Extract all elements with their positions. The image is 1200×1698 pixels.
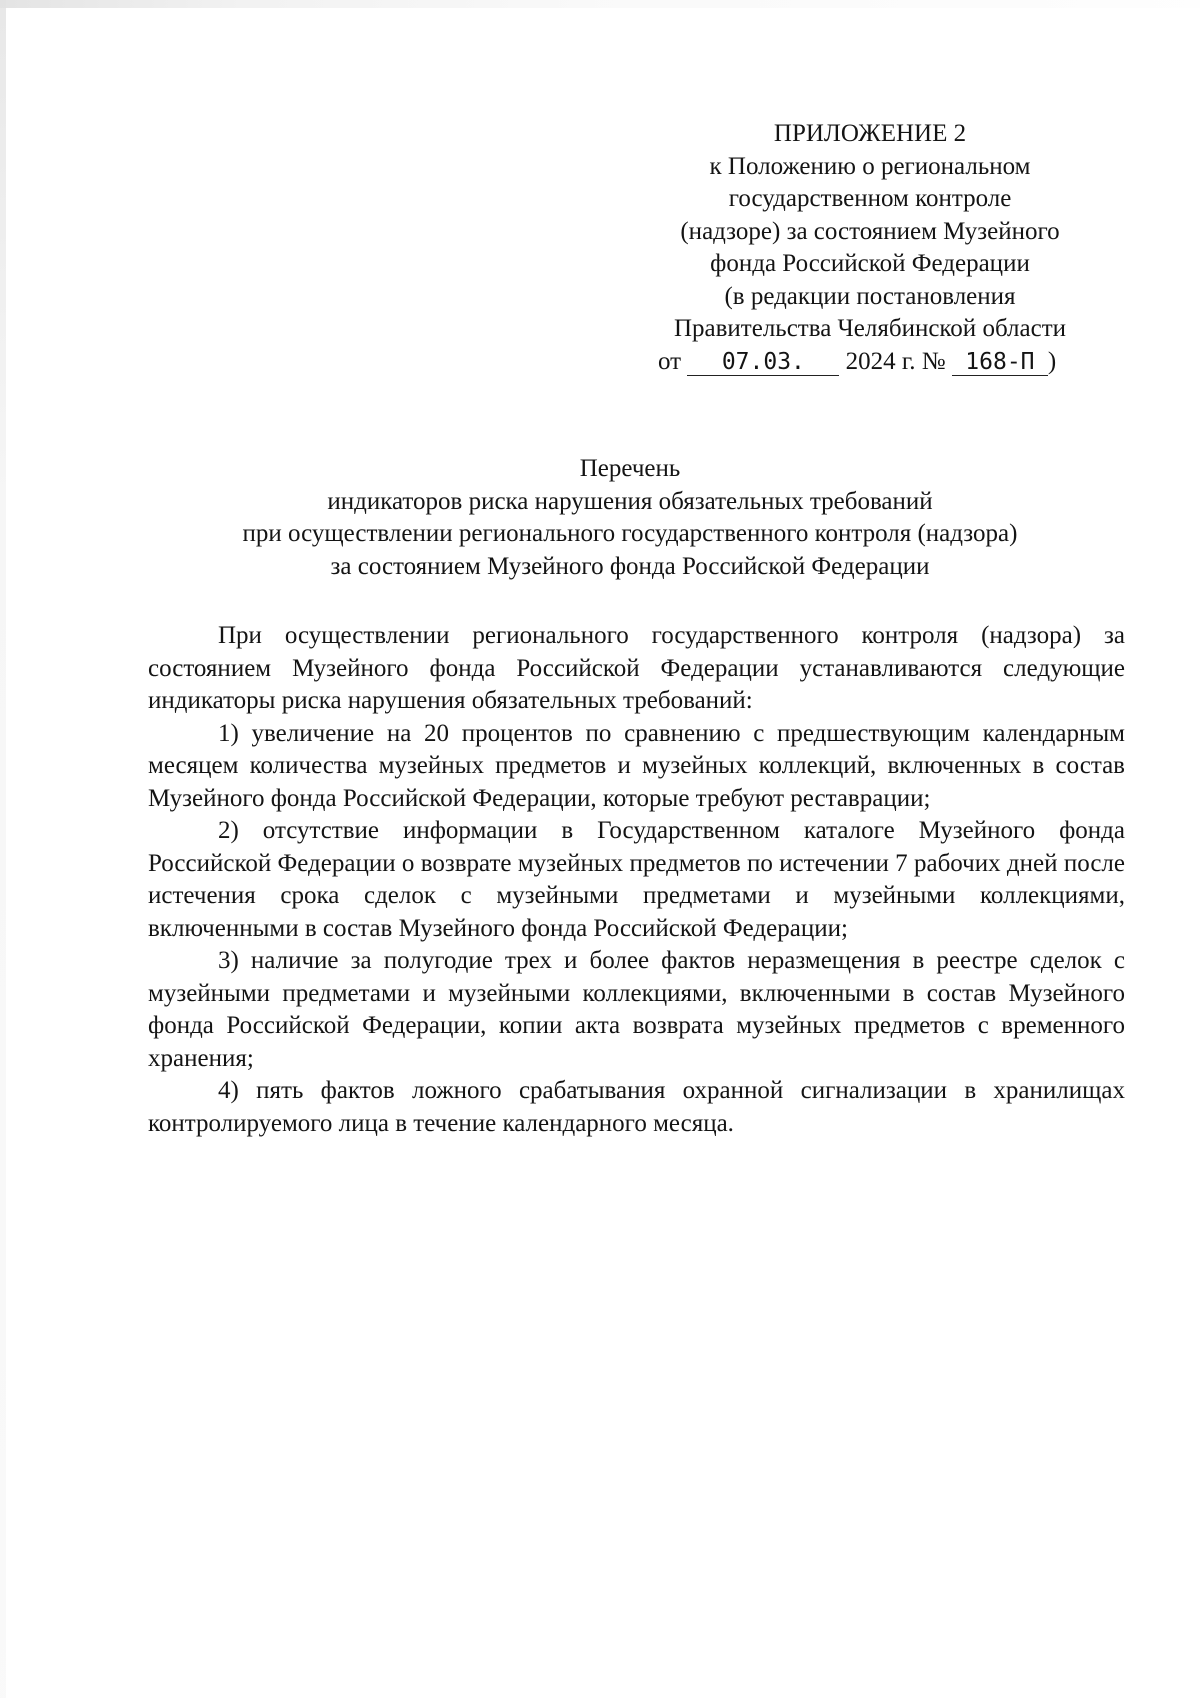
title-line: за состоянием Музейного фонда Российской Федерации [330,552,930,580]
list-item: 4) пять фактов ложного срабатывания охранной сигнализации в хранилищах контролируемого лица в течение календарного месяца. [148,1077,1125,1137]
appendix-line: фонда Российской Федерации [710,250,1030,277]
appendix-line: государственном контроле [728,185,1012,212]
appendix-date-line [650,346,1090,379]
title-line: при осуществлении регионального государственного контроля (надзора) [242,520,1018,547]
list-item: 3) наличие за полугодие трех и более фактов неразмещения в реестре сделок с музейными предметами и музейными коллекциями, включенными в состав Музейного фонда Российской Федерации, копии акта возврата музейных предметов с временного хранения; [148,947,1125,1072]
closing-paren: ) [1047,347,1057,375]
scan-edge-top [0,0,1200,8]
list-item: 2) отсутствие информации в Государственном каталоге Музейного фонда Российской Федерации о возврате музейных предметов по истечении 7 рабочих дней после истечения срока сделок с музейными предметами и музейными коллекциями, включенными в состав Музейного фонда Российской Федерации; [148,817,1125,942]
appendix-heading: ПРИЛОЖЕНИЕ 2 [773,120,967,147]
appendix-line: Правительства Челябинской области [673,315,1067,342]
number-field: 168-П [952,349,1048,376]
appendix-line: (надзоре) за состоянием Музейного [680,217,1060,245]
scan-edge-left [0,0,6,1698]
appendix-line: к Положению о региональном [709,152,1031,180]
date-field: 07.03. [687,349,839,376]
title-heading: Перечень [579,455,681,482]
document-body [148,620,1125,1140]
list-item: 1) увеличение на 20 процентов по сравнению с предшествующим календарным месяцем количества музейных предметов и музейных коллекций, включенных в состав Музейного фонда Российской Федерации, которые требуют реставрации; [148,719,1125,812]
document-title [150,453,1110,583]
appendix-header [650,118,1090,378]
year-text: 2024 г. № [845,347,946,375]
title-line: индикаторов риска нарушения обязательных требований [327,487,933,515]
date-prefix: от [658,347,682,375]
intro-paragraph: При осуществлении регионального государственного контроля (надзора) за состоянием Музейного фонда Российской Федерации устанавливаются следующие индикаторы риска нарушения обязательных требований: [148,622,1125,714]
appendix-line: (в редакции постановления [724,282,1016,310]
